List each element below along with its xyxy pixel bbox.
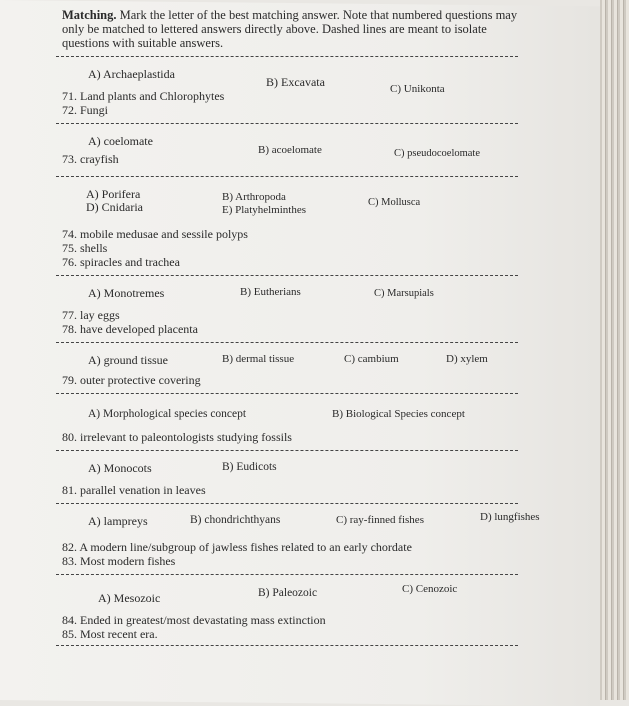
question: 77. lay eggs: [62, 308, 120, 322]
answer-choice: B) Arthropoda: [222, 191, 286, 203]
answer-choice: B) Eutherians: [240, 286, 301, 298]
section-divider: [56, 176, 518, 177]
answer-choice: B) Biological Species concept: [332, 408, 465, 420]
answer-choice: C) Marsupials: [374, 288, 434, 299]
answer-choice: B) dermal tissue: [222, 353, 295, 365]
answer-choice: C) Cenozoic: [402, 583, 458, 595]
answer-choice: C) pseudocoelomate: [394, 148, 481, 159]
question: 84. Ended in greatest/most devastating mass extinction: [62, 613, 326, 627]
answer-choice: C) cambium: [344, 353, 399, 365]
section-divider: [56, 342, 518, 343]
answer-choice: A) Monotremes: [88, 286, 165, 300]
answer-choice: D) xylem: [446, 353, 488, 365]
answer-choices: [62, 286, 532, 304]
question: 73. crayfish: [62, 152, 119, 166]
answer-choice: C) ray-finned fishes: [336, 514, 424, 526]
question: 82. A modern line/subgroup of jawless fishes related to an early chordate: [62, 540, 412, 554]
question: 85. Most recent era.: [62, 627, 158, 641]
section-divider: [56, 275, 518, 276]
question: 76. spiracles and trachea: [62, 255, 180, 269]
question: 75. shells: [62, 241, 108, 255]
answer-choice: B) acoelomate: [258, 144, 322, 156]
answer-choice: E) Platyhelminthes: [222, 204, 307, 216]
answer-choices: [62, 408, 532, 426]
answer-choice: A) Porifera: [86, 187, 141, 201]
matching-section: [62, 187, 532, 269]
matching-section: [62, 408, 532, 444]
answer-choices: [62, 67, 532, 95]
answer-choice: A) lampreys: [88, 514, 148, 528]
question: 83. Most modern fishes: [62, 554, 176, 568]
answer-choice: D) lungfishes: [480, 511, 540, 523]
answer-choice: C) Mollusca: [368, 197, 421, 208]
answer-choices: [62, 585, 532, 603]
answer-choice: B) Excavata: [266, 75, 325, 89]
paper-stack-edge: [600, 0, 629, 700]
instructions: [62, 8, 532, 50]
answer-choice: B) chondrichthyans: [190, 514, 281, 526]
section-divider: [56, 503, 518, 504]
answer-choices: [62, 511, 540, 532]
instructions-heading: Matching.: [62, 8, 117, 22]
answer-choices: [62, 187, 532, 221]
matching-section: [62, 286, 532, 336]
question: 71. Land plants and Chlorophytes: [62, 89, 225, 103]
question: 74. mobile medusae and sessile polyps: [62, 227, 248, 241]
section-divider: [56, 123, 518, 124]
answer-choice: B) Paleozoic: [258, 587, 318, 599]
answer-choice: A) Monocots: [88, 461, 152, 475]
matching-section: [62, 511, 540, 568]
answer-choice: A) coelomate: [88, 134, 153, 148]
question: 79. outer protective covering: [62, 373, 201, 387]
matching-section: [62, 134, 532, 166]
section-divider: [56, 645, 518, 646]
answer-choice: A) Mesozoic: [98, 591, 161, 605]
answer-choice: B) Eudicots: [222, 461, 277, 473]
question: 80. irrelevant to paleontologists studying fossils: [62, 430, 292, 444]
answer-choice: A) Archaeplastida: [88, 67, 175, 81]
answer-choice: C) Unikonta: [390, 83, 445, 95]
matching-section: [62, 585, 532, 641]
worksheet-content: [62, 8, 540, 656]
question: 81. parallel venation in leaves: [62, 483, 206, 497]
instructions-text: Mark the letter of the best matching answer. Note that numbered questions may only be matched to lettered answers directly above. Dashed lines are meant to isolate questions with suitable answers.: [62, 8, 518, 50]
question: 72. Fungi: [62, 103, 109, 117]
answer-choice: A) Morphological species concept: [88, 408, 247, 420]
matching-section: [62, 67, 532, 117]
answer-choices: [62, 353, 532, 371]
section-divider: [56, 56, 518, 57]
matching-section: [62, 461, 532, 497]
answer-choices: [62, 461, 532, 479]
section-divider: [56, 393, 518, 394]
matching-section: [62, 353, 532, 387]
answer-choice: A) ground tissue: [88, 353, 168, 367]
section-divider: [56, 450, 518, 451]
section-divider: [56, 574, 518, 575]
question: 78. have developed placenta: [62, 322, 198, 336]
answer-choice: D) Cnidaria: [86, 200, 143, 214]
